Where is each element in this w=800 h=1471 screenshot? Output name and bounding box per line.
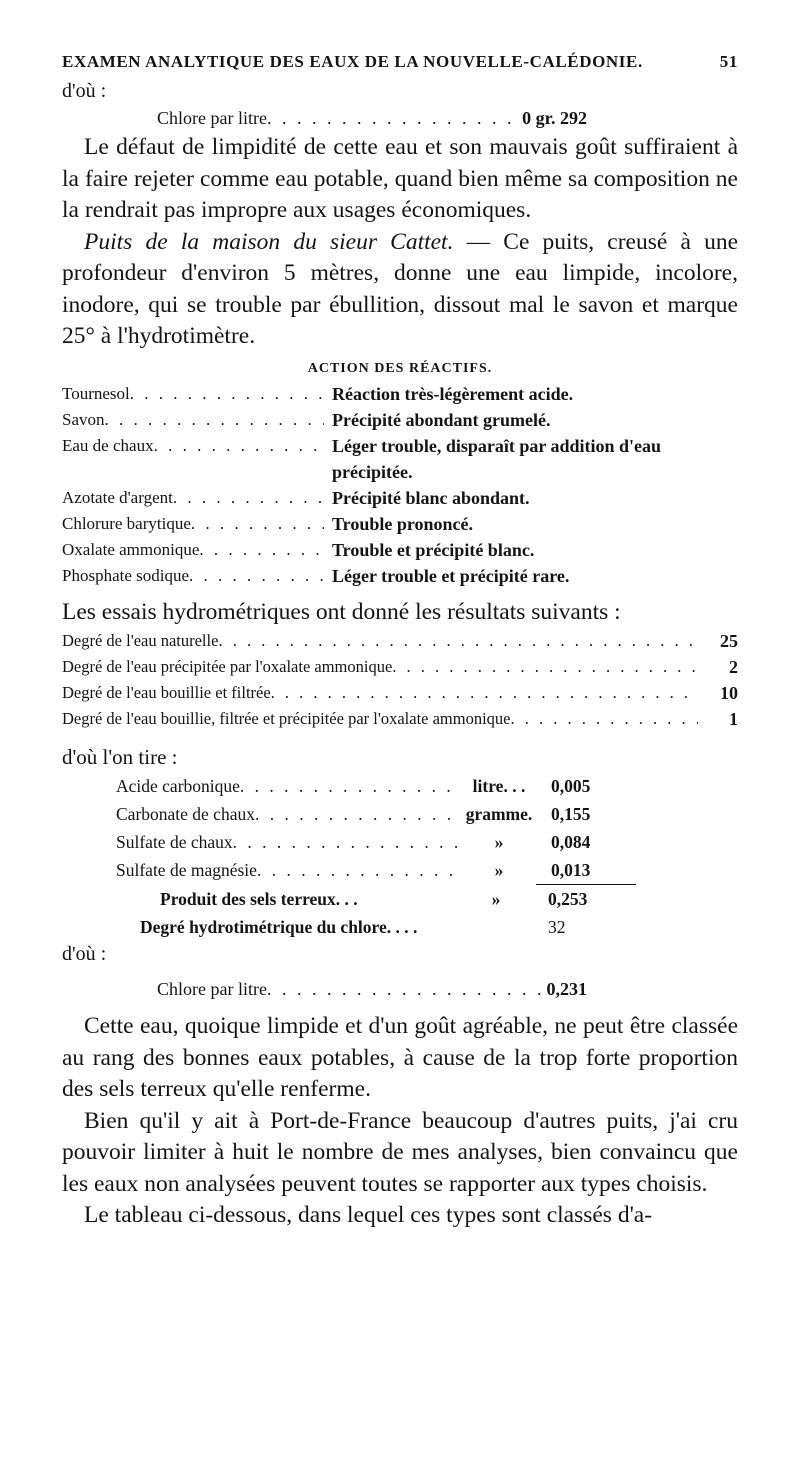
hydro-row [62,628,738,654]
composition-row [116,772,636,800]
hydro-value: 1 [729,709,738,729]
paragraph-bien-qu-il: Bien qu'il y ait à Port-de-France beaucoup d'autres puits, j'ai cru pouvoir limiter à huit le nombre de mes analyses, bien convaincu que les eaux non analysées peuvent toutes se rapporter aux types choisis. [62,1107,738,1197]
reagent-name: Eau de chaux [62,435,154,455]
reagent-name: Azotate d'argent [62,487,173,507]
composition-table [116,772,636,941]
chlore-value: 0 gr. 292 [522,108,587,128]
header-title: EXAMEN ANALYTIQUE DES EAUX DE LA NOUVELLE-CALÉDONIE. [62,52,643,71]
reagent-name: Savon [62,409,105,429]
produit-unit: » [491,889,501,909]
reactifs-table [62,381,738,589]
reactif-row [62,485,738,511]
chlore-line-2 [157,975,587,1003]
hydro-row [62,706,738,732]
d-ou-label: d'où : [62,80,107,102]
d-ou-tire-label: d'où l'on tire : [62,745,178,769]
reagent-result: Précipité abondant grumelé. [332,409,551,430]
paragraph-puits-cattet [62,227,738,353]
leader-dots [267,104,516,132]
chlore-value: 0,231 [546,979,587,999]
reactif-row [62,511,738,537]
component-label: Carbonate de chaux [116,804,255,824]
hydro-label: Degré de l'eau naturelle [62,631,219,650]
hydro-label: Degré de l'eau précipitée par l'oxalate ammonique [62,657,393,676]
reactif-row [62,563,738,589]
puits-title: Puits de la maison du sieur Cattet. [84,228,454,255]
paragraph-essais: Les essais hydrométriques ont donné les résultats suivants : [62,598,621,625]
degre-chlore-label: Degré hydrotimétrique du chlore. . . . [140,917,418,937]
reagent-result: Précipité blanc abondant. [332,487,530,508]
component-unit: » [494,860,504,880]
composition-row [116,828,636,856]
paragraph-tableau: Le tableau ci-dessous, dans lequel ces types sont classés d'a- [84,1202,653,1228]
reactif-row [62,381,738,407]
hydro-value: 2 [729,657,738,677]
component-value: 0,155 [551,804,591,824]
paragraph-defaut: Le défaut de limpidité de cette eau et son mauvais goût suffiraient à la faire rejeter comme eau potable, quand bien même sa composition ne la rendrait pas impropre aux usages économiques. [62,134,738,223]
component-value: 0,013 [551,860,591,880]
hydro-label: Degré de l'eau bouillie et filtrée [62,683,271,702]
hydro-value: 10 [720,683,738,703]
component-unit: » [494,832,504,852]
reactif-row [62,537,738,563]
d-ou-label-2: d'où : [62,943,107,965]
degre-chlore-value: 32 [548,917,566,937]
running-header [62,52,738,72]
paragraph-cette-eau: Cette eau, quoique limpide et d'un goût agréable, ne peut être classée au rang des bonnes eaux potables, à cause de la trop forte proportion des sels terreux qu'elle renferme. [62,1013,738,1102]
reagent-result: Léger trouble et précipité rare. [332,565,570,586]
component-label: Acide carbonique [116,776,240,796]
reagent-result: Réaction très-légèrement acide. [332,383,574,404]
reagent-name: Oxalate ammonique [62,539,200,559]
degre-chlore-row [116,913,636,941]
component-value: 0,084 [551,832,591,852]
reagent-result: Léger trouble, disparaît par addition d'eau précipitée. [332,435,662,482]
produit-value: 0,253 [548,889,588,909]
reagent-result: Trouble et précipité blanc. [332,539,535,560]
produit-row [116,885,636,913]
component-label: Sulfate de chaux [116,832,233,852]
reactif-row [62,433,738,485]
reactifs-heading: ACTION DES RÉACTIFS. [307,360,493,376]
reagent-name: Tournesol [62,383,130,403]
hydro-row [62,680,738,706]
hydro-label: Degré de l'eau bouillie, filtrée et précipitée par l'oxalate ammonique [62,709,511,728]
component-value: 0,005 [551,776,591,796]
leader-dots [267,975,541,1003]
component-unit: litre. . . [472,776,526,796]
book-page [62,52,738,1232]
composition-row [116,800,636,828]
chlore-line [157,104,587,132]
reactif-row [62,407,738,433]
component-label: Sulfate de magnésie [116,860,257,880]
hydro-row [62,654,738,680]
hydro-table [62,628,738,732]
chlore-label: Chlore par litre [157,108,267,128]
produit-label: Produit des sels terreux. . . [160,889,358,909]
puits-text: — Ce puits, creusé à une profondeur d'environ 5 mètres, donne une eau limpide, incolore, inodore, qui se trouble par ébullition, dissout mal le savon et marque 25° à l'hydrotimètre. [62,228,739,349]
hydro-value: 25 [720,631,738,651]
chlore-label: Chlore par litre [157,979,267,999]
page-number: 51 [719,52,738,71]
reagent-name: Chlorure barytique [62,513,191,533]
reagent-name: Phosphate sodique [62,565,190,585]
composition-row [116,856,636,884]
component-unit: gramme. [465,804,533,824]
reagent-result: Trouble prononcé. [332,513,474,534]
